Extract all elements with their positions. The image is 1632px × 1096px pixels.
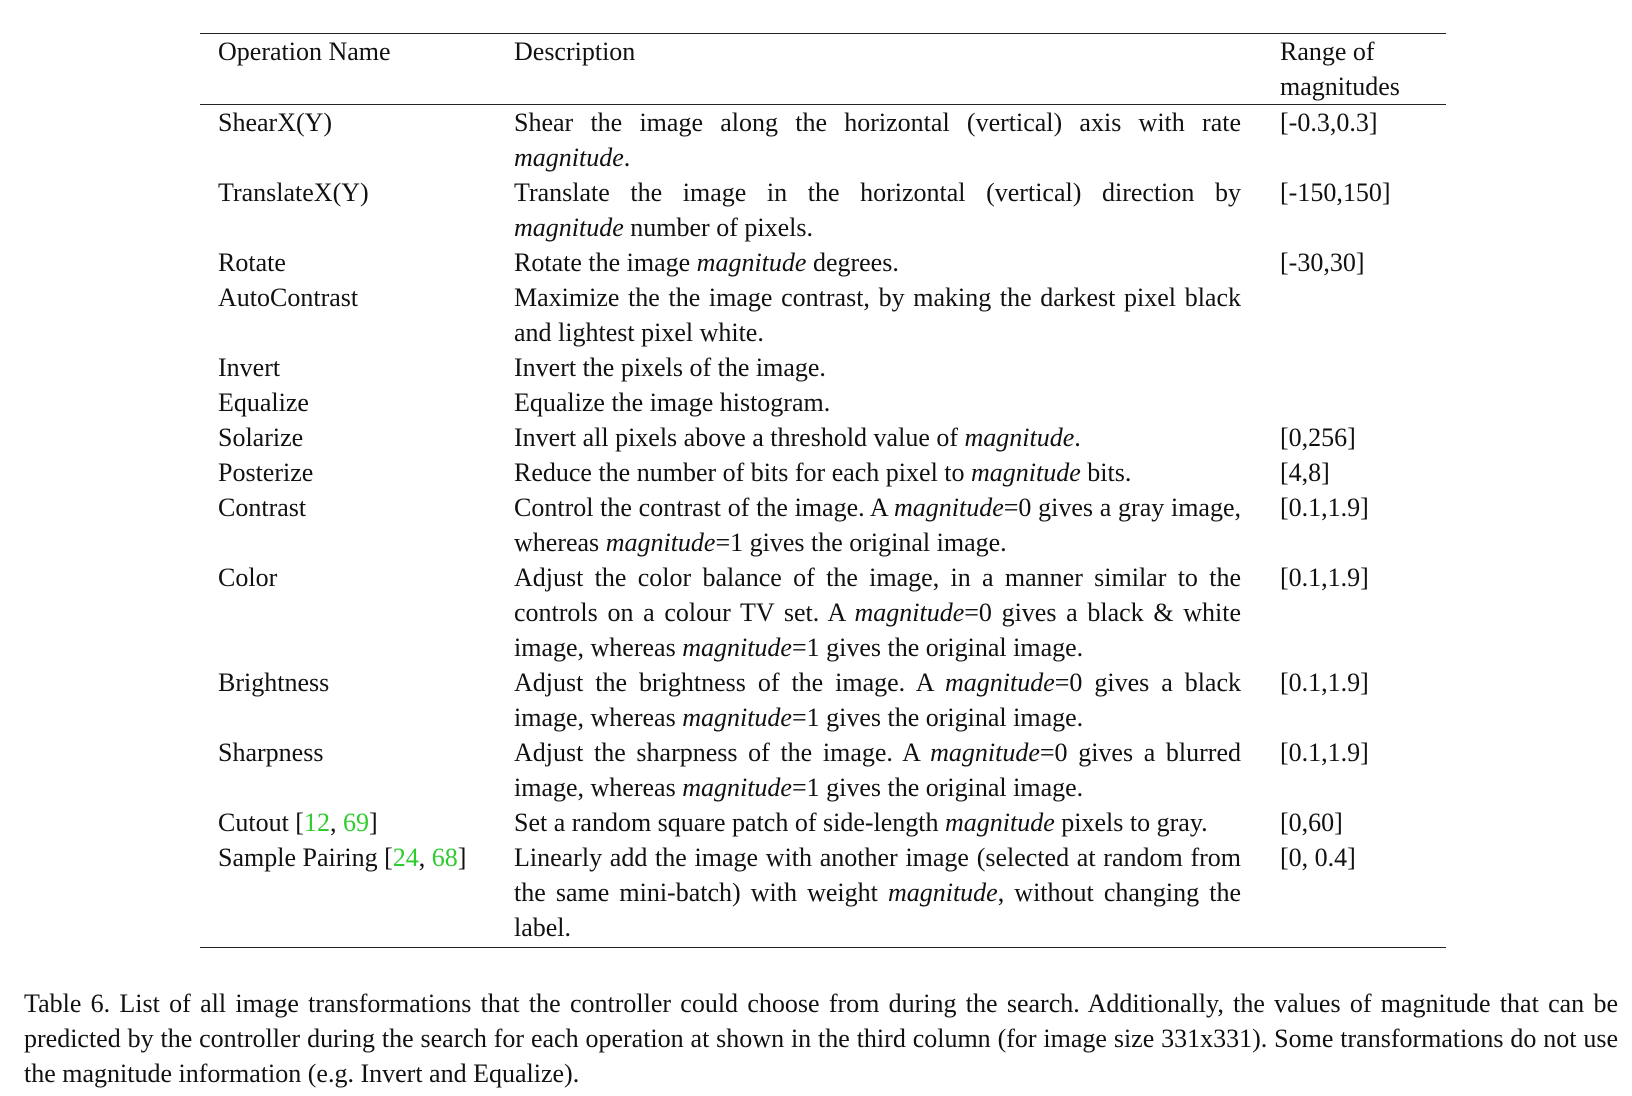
operation-name-cell	[200, 280, 514, 350]
description-cell	[514, 280, 1241, 350]
magnitude-term: magnitude	[682, 773, 792, 802]
description-text: Control the contrast of the image. A	[514, 493, 894, 522]
description-text: , without changing the label.	[514, 878, 1241, 942]
table-row	[200, 805, 1446, 840]
operation-name-cell	[200, 455, 514, 490]
range-cell: [0.1,1.9]	[1280, 563, 1369, 592]
operation-name: Cutout	[218, 808, 289, 837]
description-cell	[514, 455, 1241, 490]
description-text: Rotate the image	[514, 248, 697, 277]
description-text: Set a random square patch of side-length	[514, 808, 946, 837]
range-cell: [0.1,1.9]	[1280, 493, 1369, 522]
description-text: =0 gives a black & white image, whereas	[514, 598, 1241, 662]
operation-name-cell	[200, 560, 514, 665]
description-cell	[514, 420, 1241, 455]
table-row	[200, 245, 1446, 280]
operation-name-cell	[200, 175, 514, 245]
description-text: Equalize the image histogram.	[514, 388, 831, 417]
description-text: =1 gives the original image.	[715, 528, 1007, 557]
range-cell: [0,256]	[1280, 423, 1356, 452]
range-cell: [0,60]	[1280, 808, 1343, 837]
description-text: Reduce the number of bits for each pixel to	[514, 458, 972, 487]
citation-link[interactable]: 69	[342, 808, 369, 837]
range-cell: [0.1,1.9]	[1280, 738, 1369, 767]
magnitude-term: magnitude	[854, 598, 965, 627]
magnitude-term: magnitude	[887, 878, 998, 907]
description-cell	[514, 665, 1241, 735]
description-cell	[514, 560, 1241, 665]
description-text: Adjust the sharpness of the image. A	[514, 738, 931, 767]
operation-name-cell	[200, 385, 514, 420]
description-cell	[514, 175, 1241, 245]
description-cell	[514, 385, 1241, 420]
operation-name: Equalize	[218, 388, 309, 417]
transformations-table	[200, 33, 1446, 948]
table-header-row	[200, 34, 1446, 104]
operation-name-cell: Cutout [12, 69]	[218, 808, 378, 837]
operation-name: Brightness	[218, 668, 330, 697]
table-row	[200, 175, 1446, 245]
magnitude-term: magnitude	[696, 248, 807, 277]
description-text: Adjust the color balance of the image, in a manner similar to the controls on a colour TV set. A	[514, 563, 1241, 627]
table-row	[200, 385, 1446, 420]
citation-link[interactable]: 12	[303, 808, 330, 837]
range-cell: [-150,150]	[1280, 178, 1391, 207]
description-text: Adjust the brightness of the image. A	[514, 668, 945, 697]
range-cell: [4,8]	[1280, 458, 1330, 487]
magnitude-term: magnitude	[964, 423, 1075, 452]
description-text: =0 gives a blurred image, whereas	[514, 738, 1241, 802]
operation-name-cell	[200, 420, 514, 455]
header-range-line1: Range of	[1280, 37, 1375, 66]
description-text: bits.	[1080, 458, 1132, 487]
magnitude-term: magnitude	[945, 808, 1055, 837]
operation-name-cell	[200, 735, 514, 805]
table-row	[200, 735, 1446, 805]
description-text: =1 gives the original image.	[791, 773, 1084, 802]
table-row	[200, 840, 1446, 945]
description-cell	[514, 490, 1241, 560]
description-cell	[514, 805, 1241, 840]
magnitude-term: magnitude	[971, 458, 1081, 487]
operation-name: Solarize	[218, 423, 304, 452]
operation-name: Rotate	[218, 248, 286, 277]
operation-name: Color	[218, 563, 278, 592]
table-row	[200, 105, 1446, 175]
description-text: Shear the image along the horizontal (vertical) axis with rate	[514, 108, 1241, 137]
operation-name-cell: Sample Pairing [24, 68]	[218, 843, 467, 872]
header-range-line2: magnitudes	[1280, 72, 1400, 101]
citation-link[interactable]: 68	[431, 843, 458, 872]
range-cell: [0, 0.4]	[1280, 843, 1356, 872]
magnitude-term: magnitude	[514, 143, 624, 172]
operation-name: AutoContrast	[218, 283, 359, 312]
description-text: .	[1074, 423, 1081, 452]
range-cell: [-0.3,0.3]	[1280, 108, 1378, 137]
magnitude-term: magnitude	[930, 738, 1040, 767]
description-text: =1 gives the original image.	[791, 633, 1084, 662]
operation-name: Contrast	[218, 493, 307, 522]
operation-name: Sharpness	[218, 738, 324, 767]
description-text: Invert the pixels of the image.	[514, 353, 826, 382]
description-cell	[514, 735, 1241, 805]
description-text: .	[623, 143, 631, 172]
table-row	[200, 420, 1446, 455]
magnitude-term: magnitude	[945, 668, 1055, 697]
header-description: Description	[514, 37, 636, 66]
description-text: Invert all pixels above a threshold value of	[514, 423, 965, 452]
table-row	[200, 490, 1446, 560]
table-row	[200, 350, 1446, 385]
description-text: Linearly add the image with another image (selected at random from the same mini-batch) with weight	[514, 843, 1241, 907]
range-cell	[1241, 350, 1280, 385]
table-body	[200, 105, 1446, 947]
header-operation-name: Operation Name	[218, 37, 391, 66]
operation-name: Posterize	[218, 458, 314, 487]
header-range	[1241, 34, 1400, 104]
table-caption: Table 6. List of all image transformations that the controller could choose from during the search. Additionally, the values of magnitude that can be predicted by the controller during the search for each operation at shown in the third column (for image size 331x331). Some transformations do not use the magnitude information (e.g. Invert and Equalize).	[24, 989, 1618, 1088]
operation-name: Sample Pairing	[218, 843, 378, 872]
table-row	[200, 560, 1446, 665]
description-cell	[514, 245, 1241, 280]
range-cell	[1241, 385, 1280, 420]
citation-link[interactable]: 24	[392, 843, 419, 872]
description-text: number of pixels.	[623, 213, 813, 242]
description-text: degrees.	[806, 248, 899, 277]
operation-name: ShearX(Y)	[218, 108, 333, 137]
operation-name-cell	[200, 105, 514, 175]
range-cell: [0.1,1.9]	[1280, 668, 1369, 697]
magnitude-term: magnitude	[605, 528, 716, 557]
magnitude-term: magnitude	[894, 493, 1004, 522]
description-cell	[514, 105, 1241, 175]
operation-name: Invert	[218, 353, 281, 382]
operation-name-cell	[200, 350, 514, 385]
magnitude-term: magnitude	[682, 703, 792, 732]
description-text: Translate the image in the horizontal (vertical) direction by	[514, 178, 1241, 207]
magnitude-term: magnitude	[514, 213, 624, 242]
description-text: =1 gives the original image.	[791, 703, 1084, 732]
operation-name-cell	[200, 665, 514, 735]
description-text: Maximize the the image contrast, by making the darkest pixel black and lightest pixel white.	[514, 283, 1241, 347]
description-cell	[514, 350, 1241, 385]
description-text: =0 gives a black image, whereas	[514, 668, 1242, 732]
description-text: pixels to gray.	[1054, 808, 1208, 837]
table-row	[200, 455, 1446, 490]
description-text: =0 gives a gray image, whereas	[514, 493, 1242, 557]
table-row	[200, 280, 1446, 350]
operation-name-cell	[200, 245, 514, 280]
range-cell	[1241, 280, 1280, 350]
range-cell: [-30,30]	[1280, 248, 1365, 277]
operation-name: TranslateX(Y)	[218, 178, 369, 207]
operation-name-cell	[200, 490, 514, 560]
description-cell	[514, 840, 1241, 945]
table-row	[200, 665, 1446, 735]
bottom-rule	[200, 947, 1446, 948]
magnitude-term: magnitude	[682, 633, 792, 662]
